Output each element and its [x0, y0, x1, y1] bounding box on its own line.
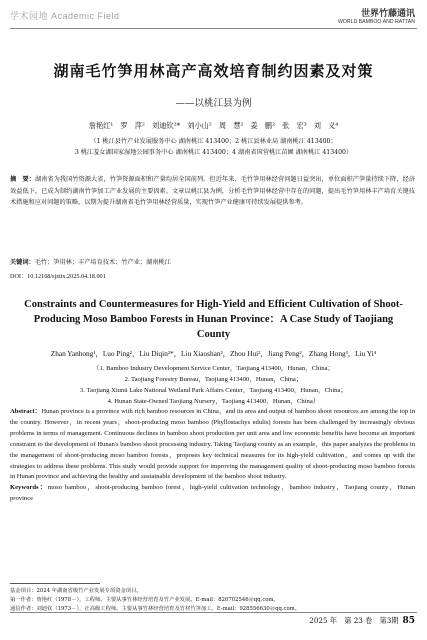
- journal-name-cn: 世界竹藤通讯: [360, 9, 415, 19]
- keywords-text-en: moso bamboo，shoot-producing bamboo forest，high-yield cultivation technology，bamboo industry，Taojiang county，Hunan province: [10, 484, 415, 503]
- footnote-corresponding-author: 通信作者：刘迪钦（1973－），正高级工程师。主要从事竹林经营培育及竹材竹笋加工。E-mail：928556630＠qq.com。: [10, 606, 301, 612]
- keywords-text-cn: 毛竹；笋用林；丰产培育技术；竹产业；湖南桃江: [34, 259, 171, 266]
- author-list-cn: 詹艳红¹ 罗 萍² 刘迪钦²* 刘小山² 周 慧² 姜 鹏² 张 宏³ 刘 义⁴: [88, 121, 339, 130]
- author-list-en: Zhan Yanhong¹，Luo Ping²，Liu Diqin²*，Liu Xiaoshan²，Zhou Hui²，Jiang Peng²，Zhang Hong³，Liu Yi⁴: [50, 349, 377, 358]
- affiliations-cn: [22, 136, 405, 158]
- abstract-label-en: Abstract：: [10, 408, 42, 415]
- abstract-en: [10, 407, 415, 505]
- page-footer: [309, 616, 415, 626]
- journal-name-en: WORLD BAMBOO AND RATTAN: [337, 19, 415, 25]
- keywords-label-en: Keywords：: [10, 484, 48, 492]
- affiliations-en: [18, 363, 409, 407]
- footer-divider: [10, 612, 417, 613]
- article-title-cn: 湖南毛竹笋用林高产高效培育制约因素及对策: [53, 62, 374, 80]
- affiliation-line: 3 桃江羞女湖国家湿地公园事务中心 湖南桃江 413400；4 湖南省国营桃江苗圃 湖南桃江 413400）: [74, 149, 353, 156]
- footnote-first-author: 第一作者：詹艳红（1978－），工程师。主要从事竹林经营培育及竹产业发展。E-mail：820702546＠qq.com。: [10, 597, 279, 603]
- abstract-cn: [10, 174, 415, 209]
- keywords-label-cn: 关键词：: [10, 259, 35, 266]
- doi: DOI：10.12168/sjzttx.2025.04.18.001: [10, 273, 106, 280]
- abstract-text-cn: 湖南省为我国竹资源大省，竹笋资源面积和产量均居全国前列。但近年来，毛竹笋用林经营问题日益突出，单位面积产笋量持续下降，经济效益低下，已成为制约湖南竹笋加工产业发展的主要因素。文章以桃江县为例，分析毛竹笋用林经营中存在的问题，提出毛竹笋用林丰产培育关键技术措施和应对问题的策略，以期为提升湖南省毛竹笋用林经营质量，实现竹笋产业健康可持续发展提供参考。: [10, 176, 416, 207]
- abstract-label-cn: 摘 要：: [10, 176, 35, 183]
- article-subtitle-cn: ——以桃江县为例: [175, 98, 252, 109]
- footnotes: [10, 587, 415, 614]
- affiliation-line: 4. Hunan State-Owned Taojiang Nursery，Taojiang 413400，Hunan，China）: [107, 398, 320, 405]
- issue-info: 2025 年 第 23 卷 第3期: [309, 616, 399, 625]
- affiliation-line: （1. Bamboo Industry Development Service Center，Taojiang 413400，Hunan，China；: [92, 365, 335, 372]
- article-title-en: Constraints and Countermeasures for High-Yield and Efficient Cultivation of Shoot-Producing Moso Bamboo Forests in Hunan Province：A Case Study of Taojiang County: [24, 299, 403, 340]
- affiliation-line: 2. Taojiang Forestry Bureau，Taojiang 413400，Hunan，China；: [124, 376, 303, 383]
- journal-masthead: [338, 6, 415, 25]
- journal-section-label: 学术园地 Academic Field: [10, 11, 120, 21]
- footnote-divider: [10, 583, 100, 584]
- affiliation-line: 3. Taojiang Xiunü Lake National Wetland Park Affairs Center，Taojiang 413400，Hunan，China；: [79, 387, 347, 394]
- page-number: 85: [402, 616, 415, 626]
- footnote-funding: 基金项目：2024 年湖南省级竹产业发展专项资金项目。: [10, 588, 142, 594]
- header-divider: [10, 28, 417, 29]
- affiliation-line: （1 桃江县竹产业发展服务中心 湖南桃江 413400；2 桃江县林业局 湖南桃江 413400；: [90, 138, 337, 145]
- abstract-text-en: Hunan province is a province with rich bamboo resources in China，and its area and output of bamboo shoot resources are among the top in the country. However，in recent years，shoot-producing moso bamboo (Phyllostachys edulis) forests has been challenged by increasingly obvious problems in terms of management. Continuous declines in bamboo shoot production per unit area and low economic benefits have become an important constraint to the development of Hunan's bamboo shoot processing industry. Taking Taojiang county as an example，this paper analyzes the problems in the management of shoot-producing moso bamboo forests，proposes key technical measures for its high-yield cultivation，and comes up with the strategies to address these problems. This study would provide support for improving the management quality of shoot-producing moso bamboo forests in Hunan province and achieving the healthy and sustainable development of the bamboo shoot industry.: [10, 408, 415, 481]
- keywords-cn: [10, 258, 415, 268]
